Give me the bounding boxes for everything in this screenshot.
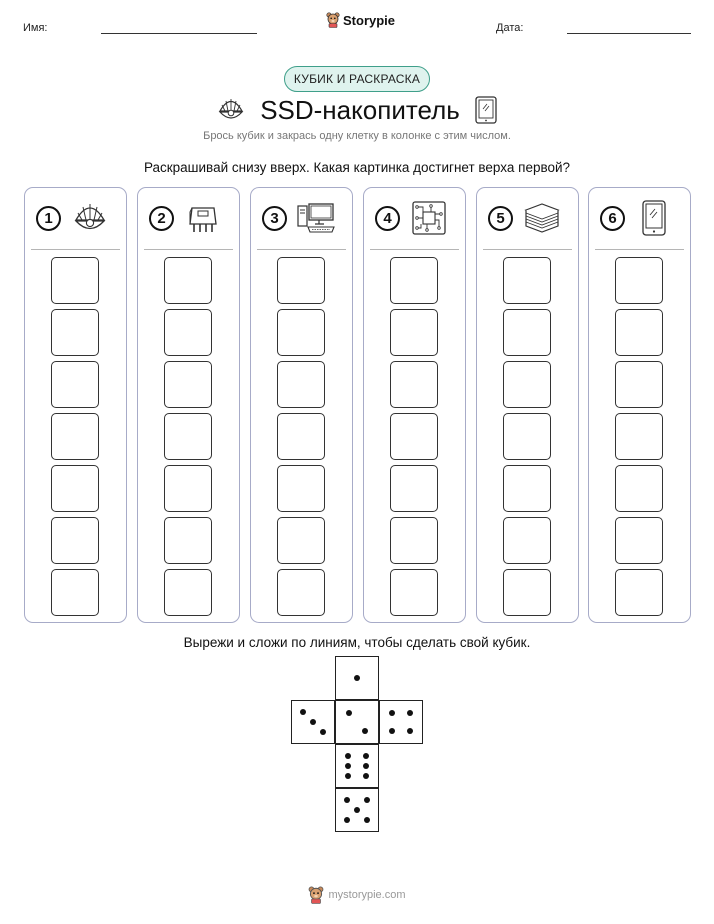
column-divider <box>483 249 572 250</box>
pip <box>363 753 369 759</box>
die-face-2 <box>335 700 379 744</box>
die-face-6 <box>335 744 379 788</box>
pip <box>407 728 413 734</box>
color-cell[interactable] <box>51 309 99 356</box>
footer <box>0 884 714 906</box>
color-cell[interactable] <box>164 517 212 564</box>
tablet-icon <box>474 96 498 124</box>
tablet-icon <box>634 200 674 236</box>
bear-mascot-icon <box>326 12 340 28</box>
page-title: SSD-накопитель <box>260 94 460 125</box>
color-cell[interactable] <box>503 569 551 616</box>
pip <box>344 797 350 803</box>
color-cell[interactable] <box>51 569 99 616</box>
pip <box>320 729 326 735</box>
name-line[interactable] <box>101 33 257 34</box>
color-cell[interactable] <box>615 413 663 460</box>
color-cell[interactable] <box>390 257 438 304</box>
column-1 <box>24 187 127 623</box>
column-divider <box>31 249 120 250</box>
subtitle: Брось кубик и закрась одну клетку в колонке с этим числом. <box>203 130 511 142</box>
pip <box>363 773 369 779</box>
cut-instruction: Вырежи и сложи по линиям, чтобы сделать свой кубик. <box>183 635 531 650</box>
color-cell[interactable] <box>164 361 212 408</box>
column-number: 4 <box>375 206 400 231</box>
color-cell[interactable] <box>277 309 325 356</box>
color-cell[interactable] <box>277 569 325 616</box>
color-cell[interactable] <box>277 517 325 564</box>
name-label: Имя: <box>23 22 48 34</box>
pip <box>364 797 370 803</box>
column-3 <box>250 187 353 623</box>
disk-stack-icon <box>522 200 562 236</box>
color-cell[interactable] <box>51 465 99 512</box>
color-cell[interactable] <box>390 517 438 564</box>
die-face-4 <box>379 700 423 744</box>
column-5 <box>476 187 579 623</box>
color-cell[interactable] <box>503 361 551 408</box>
column-2 <box>137 187 240 623</box>
column-number: 1 <box>36 206 61 231</box>
color-cell[interactable] <box>51 257 99 304</box>
color-cell[interactable] <box>277 361 325 408</box>
color-cell[interactable] <box>51 517 99 564</box>
color-cell[interactable] <box>615 257 663 304</box>
pip <box>364 817 370 823</box>
logo-text: Storypie <box>343 12 396 28</box>
color-cell[interactable] <box>503 465 551 512</box>
worksheet-header <box>0 0 714 50</box>
color-cell[interactable] <box>615 361 663 408</box>
color-cell[interactable] <box>164 413 212 460</box>
die-face-1 <box>335 656 379 700</box>
instruction-text: Раскрашивай снизу вверх. Какая картинка достигнет верха первой? <box>143 160 571 175</box>
color-cell[interactable] <box>164 465 212 512</box>
color-cell[interactable] <box>390 361 438 408</box>
die-face-5 <box>335 788 379 832</box>
color-cell[interactable] <box>615 465 663 512</box>
pip <box>345 773 351 779</box>
column-header <box>25 200 126 240</box>
column-divider <box>370 249 459 250</box>
column-6 <box>588 187 691 623</box>
color-cell[interactable] <box>503 309 551 356</box>
die-face-3 <box>291 700 335 744</box>
column-number: 6 <box>600 206 625 231</box>
column-header <box>589 200 690 240</box>
color-cell[interactable] <box>390 413 438 460</box>
circuit-board-icon <box>409 200 449 236</box>
pearl-shell-icon <box>70 200 110 236</box>
color-cell[interactable] <box>51 361 99 408</box>
column-divider <box>144 249 233 250</box>
pip <box>345 753 351 759</box>
color-cell[interactable] <box>277 465 325 512</box>
pip <box>389 728 395 734</box>
storypie-logo <box>326 12 395 28</box>
title-row <box>0 92 714 128</box>
coloring-columns <box>24 187 690 623</box>
column-number: 5 <box>488 206 513 231</box>
color-cell[interactable] <box>164 257 212 304</box>
pip <box>363 763 369 769</box>
column-divider <box>595 249 684 250</box>
pip <box>354 675 360 681</box>
date-line[interactable] <box>567 33 691 34</box>
color-cell[interactable] <box>503 517 551 564</box>
color-cell[interactable] <box>503 413 551 460</box>
pip <box>407 710 413 716</box>
column-number: 3 <box>262 206 287 231</box>
column-divider <box>257 249 346 250</box>
date-label: Дата: <box>496 22 524 34</box>
column-number: 2 <box>149 206 174 231</box>
pip <box>362 728 368 734</box>
color-cell[interactable] <box>390 569 438 616</box>
pip <box>300 709 306 715</box>
color-cell[interactable] <box>390 465 438 512</box>
pearl-shell-icon <box>216 96 246 124</box>
color-cell[interactable] <box>503 257 551 304</box>
activity-badge: КУБИК И РАСКРАСКА <box>284 66 430 92</box>
pip <box>344 817 350 823</box>
column-4 <box>363 187 466 623</box>
color-cell[interactable] <box>277 257 325 304</box>
color-cell[interactable] <box>164 309 212 356</box>
color-cell[interactable] <box>615 569 663 616</box>
microchip-icon <box>183 200 223 236</box>
column-header <box>364 200 465 240</box>
color-cell[interactable] <box>390 309 438 356</box>
pip <box>354 807 360 813</box>
pip <box>345 763 351 769</box>
color-cell[interactable] <box>615 309 663 356</box>
color-cell[interactable] <box>277 413 325 460</box>
pip <box>346 710 352 716</box>
color-cell[interactable] <box>51 413 99 460</box>
color-cell[interactable] <box>164 569 212 616</box>
pip <box>389 710 395 716</box>
column-header <box>477 200 578 240</box>
column-header <box>251 200 352 240</box>
footer-url: mystorypie.com <box>328 889 406 901</box>
bear-mascot-icon <box>308 886 324 904</box>
desktop-computer-icon <box>296 200 336 236</box>
column-header <box>138 200 239 240</box>
pip <box>310 719 316 725</box>
color-cell[interactable] <box>615 517 663 564</box>
